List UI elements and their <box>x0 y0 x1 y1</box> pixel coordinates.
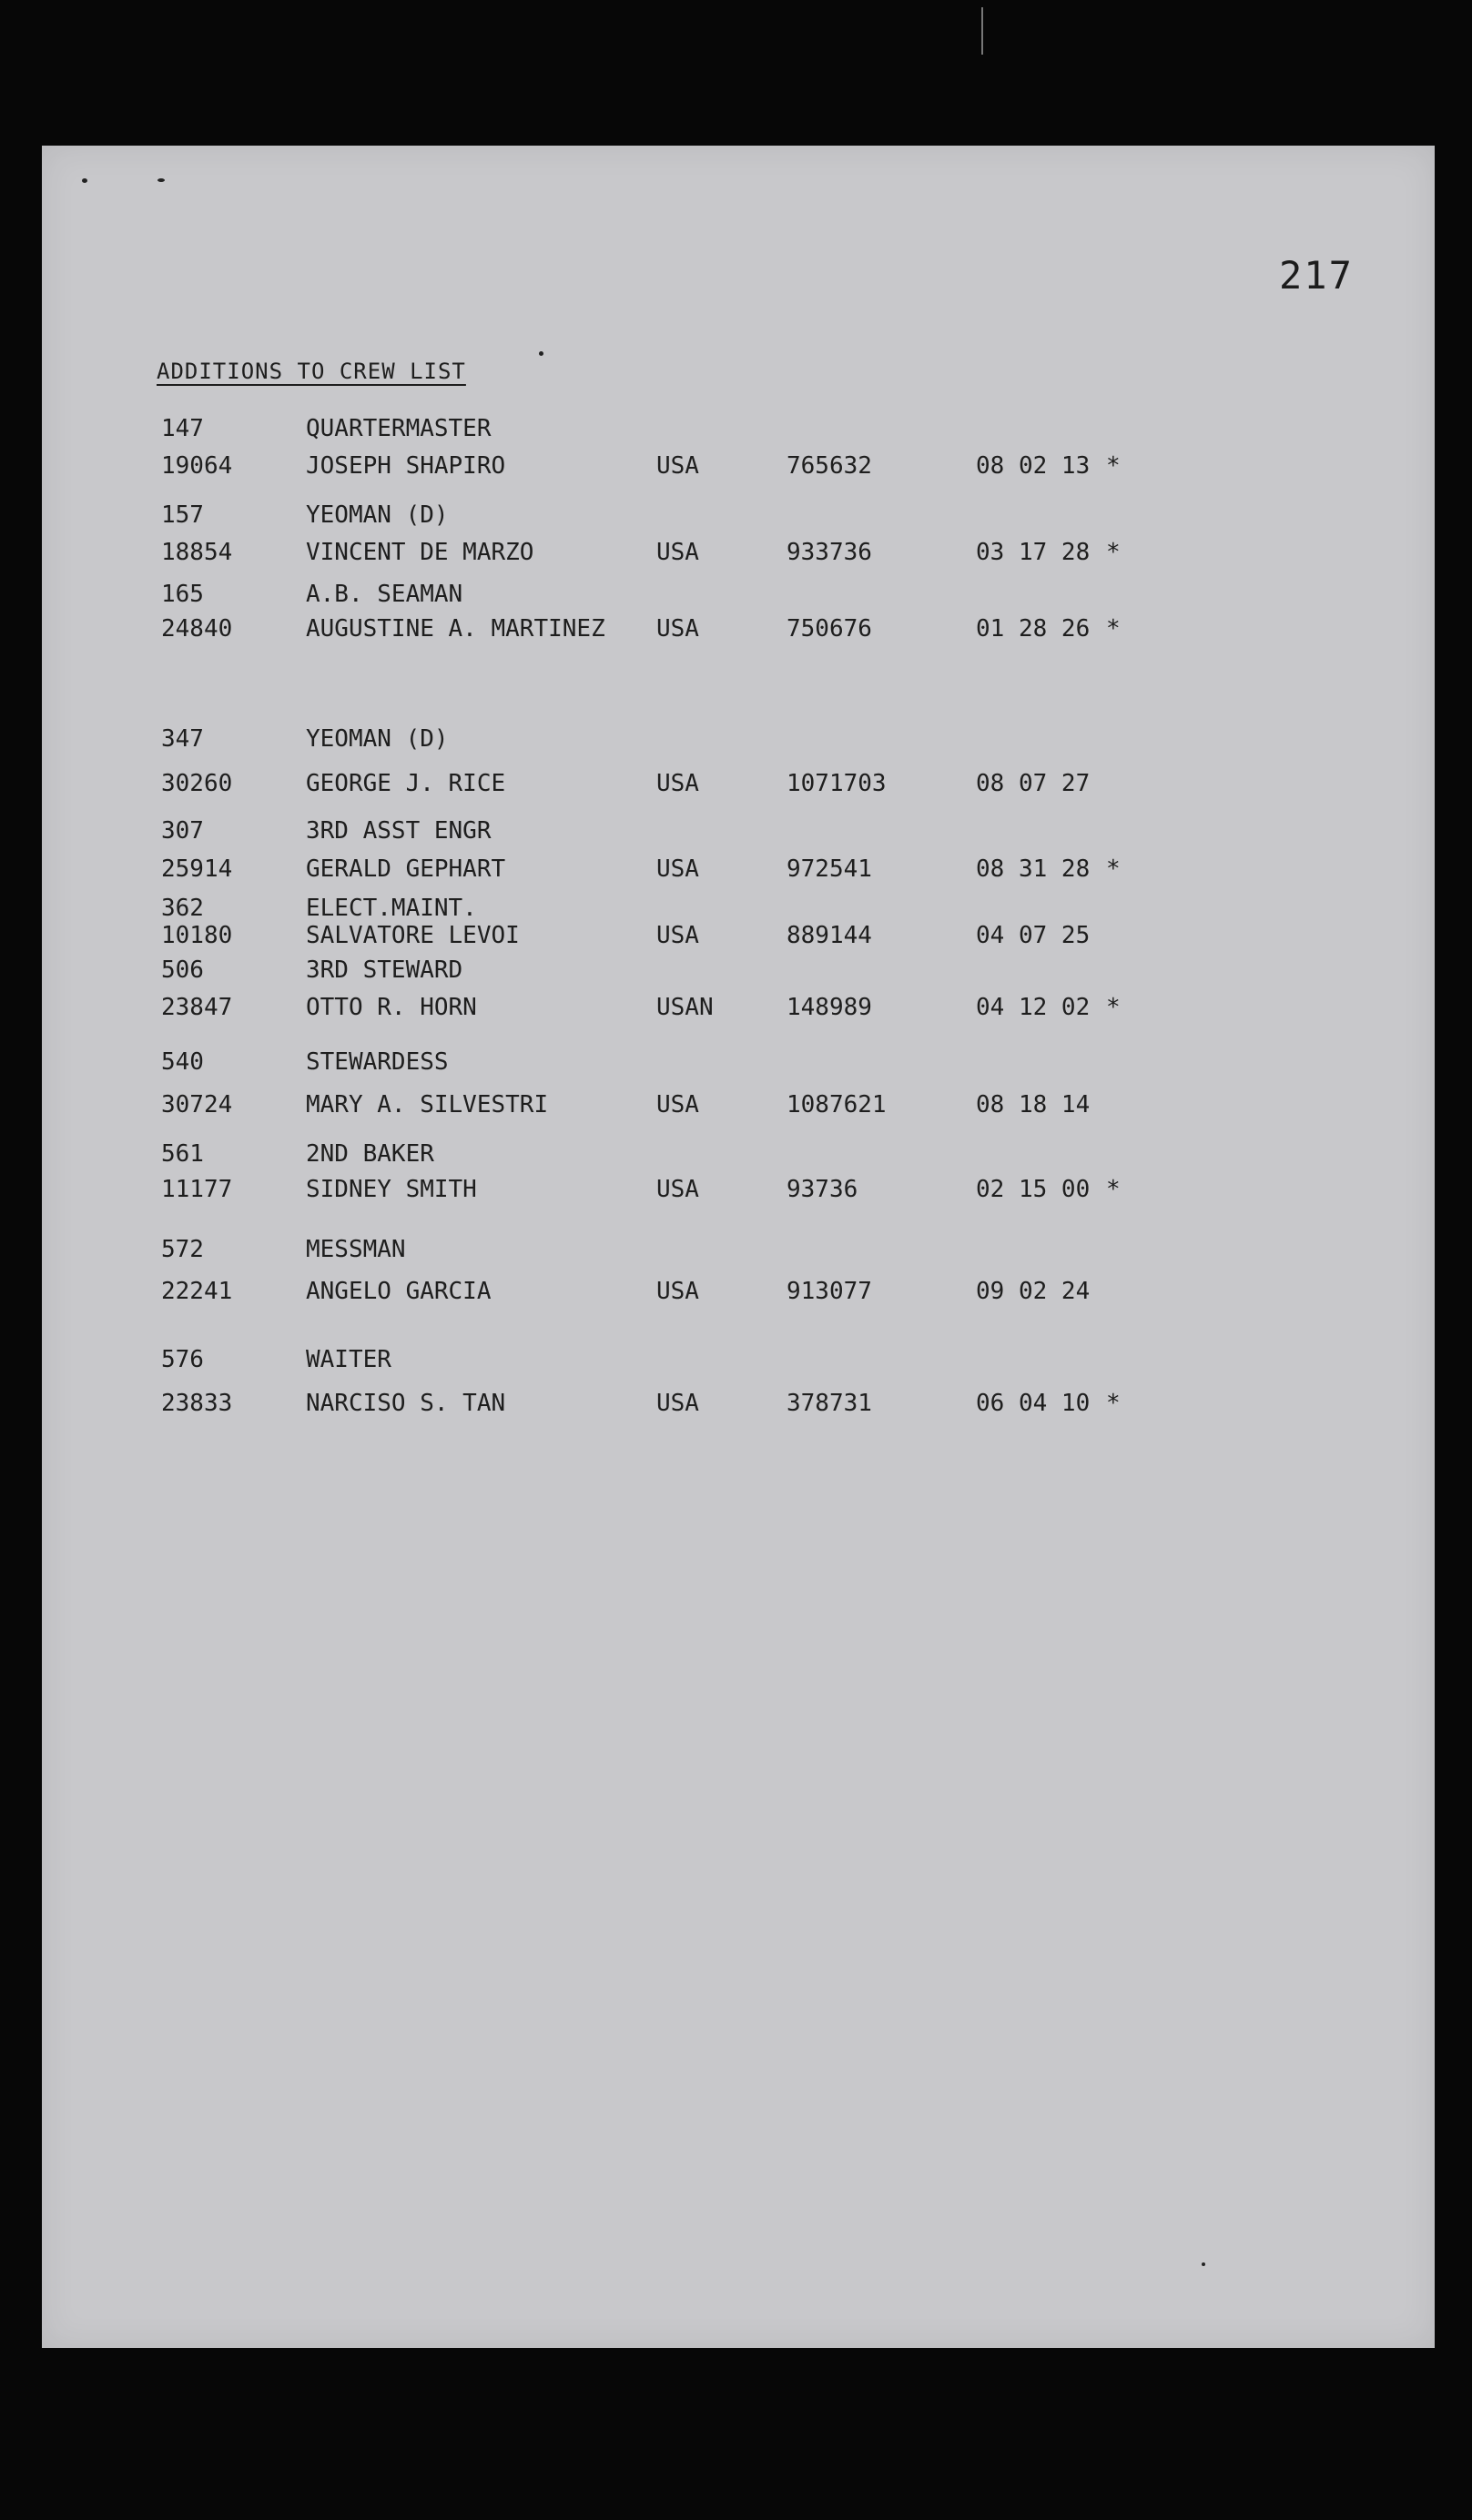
entry-name-line <box>0 1091 1472 1120</box>
nationality: USA <box>656 770 699 797</box>
rating-title: 2ND BAKER <box>306 1140 434 1168</box>
crew-id-number: 23847 <box>161 994 233 1021</box>
crew-name: GEORGE J. RICE <box>306 770 506 797</box>
rating-title: YEOMAN (D) <box>306 725 449 753</box>
crew-name: ANGELO GARCIA <box>306 1278 492 1305</box>
crew-id-number: 10180 <box>161 922 233 949</box>
position-number: 572 <box>161 1236 204 1263</box>
certificate-number: 889144 <box>787 922 872 949</box>
asterisk-mark: * <box>1106 994 1121 1021</box>
birth-date: 01 28 26 <box>976 615 1091 643</box>
crew-name: OTTO R. HORN <box>306 994 477 1021</box>
nationality: USAN <box>656 994 714 1021</box>
crew-id-number: 11177 <box>161 1176 233 1203</box>
crew-name: NARCISO S. TAN <box>306 1390 506 1417</box>
entry-title-line <box>0 725 1472 754</box>
entry-title-line <box>0 1236 1472 1265</box>
asterisk-mark: * <box>1106 539 1121 566</box>
crew-name: VINCENT DE MARZO <box>306 539 534 566</box>
entry-title-line <box>0 1140 1472 1169</box>
crew-name: SIDNEY SMITH <box>306 1176 477 1203</box>
position-number: 307 <box>161 817 204 845</box>
birth-date: 08 31 28 <box>976 855 1091 883</box>
nationality: USA <box>656 1091 699 1118</box>
nationality: USA <box>656 452 699 480</box>
crew-id-number: 18854 <box>161 539 233 566</box>
birth-date: 08 18 14 <box>976 1091 1091 1118</box>
birth-date: 02 15 00 <box>976 1176 1091 1203</box>
nationality: USA <box>656 539 699 566</box>
certificate-number: 93736 <box>787 1176 858 1203</box>
birth-date: 08 07 27 <box>976 770 1091 797</box>
crew-id-number: 30724 <box>161 1091 233 1118</box>
entry-title-line <box>0 415 1472 444</box>
position-number: 147 <box>161 415 204 442</box>
entry-name-line <box>0 615 1472 644</box>
rating-title: ELECT.MAINT. <box>306 895 477 922</box>
entry-name-line <box>0 1176 1472 1205</box>
page-number: 217 <box>1279 253 1354 298</box>
position-number: 362 <box>161 895 204 922</box>
entry-name-line <box>0 855 1472 885</box>
asterisk-mark: * <box>1106 452 1121 480</box>
entry-name-line <box>0 1390 1472 1419</box>
rating-title: A.B. SEAMAN <box>306 581 463 608</box>
rating-title: 3RD ASST ENGR <box>306 817 492 845</box>
crew-name: JOSEPH SHAPIRO <box>306 452 506 480</box>
entry-title-line <box>0 1346 1472 1375</box>
entry-name-line <box>0 922 1472 951</box>
certificate-number: 378731 <box>787 1390 872 1417</box>
birth-date: 04 07 25 <box>976 922 1091 949</box>
birth-date: 04 12 02 <box>976 994 1091 1021</box>
crew-name: MARY A. SILVESTRI <box>306 1091 549 1118</box>
certificate-number: 972541 <box>787 855 872 883</box>
position-number: 561 <box>161 1140 204 1168</box>
birth-date: 09 02 24 <box>976 1278 1091 1305</box>
rating-title: 3RD STEWARD <box>306 956 463 984</box>
faded-bleed-through <box>164 2166 1165 2239</box>
certificate-number: 765632 <box>787 452 872 480</box>
nationality: USA <box>656 1390 699 1417</box>
position-number: 165 <box>161 581 204 608</box>
entry-title-line <box>0 581 1472 610</box>
nationality: USA <box>656 922 699 949</box>
crew-name: GERALD GEPHART <box>306 855 506 883</box>
entry-title-line <box>0 895 1472 924</box>
nationality: USA <box>656 1278 699 1305</box>
page-title: ADDITIONS TO CREW LIST <box>157 359 466 384</box>
crew-id-number: 30260 <box>161 770 233 797</box>
entry-name-line <box>0 1278 1472 1307</box>
crew-id-number: 24840 <box>161 615 233 643</box>
birth-date: 08 02 13 <box>976 452 1091 480</box>
entry-name-line <box>0 770 1472 799</box>
crew-name: SALVATORE LEVOI <box>306 922 520 949</box>
nationality: USA <box>656 615 699 643</box>
position-number: 347 <box>161 725 204 753</box>
asterisk-mark: * <box>1106 1390 1121 1417</box>
crew-id-number: 22241 <box>161 1278 233 1305</box>
crew-id-number: 19064 <box>161 452 233 480</box>
crew-id-number: 25914 <box>161 855 233 883</box>
position-number: 576 <box>161 1346 204 1373</box>
rating-title: YEOMAN (D) <box>306 501 449 529</box>
entry-title-line <box>0 956 1472 986</box>
certificate-number: 933736 <box>787 539 872 566</box>
nationality: USA <box>656 855 699 883</box>
birth-date: 03 17 28 <box>976 539 1091 566</box>
position-number: 540 <box>161 1048 204 1076</box>
rating-title: MESSMAN <box>306 1236 406 1263</box>
entry-title-line <box>0 1048 1472 1078</box>
certificate-number: 1087621 <box>787 1091 887 1118</box>
birth-date: 06 04 10 <box>976 1390 1091 1417</box>
nationality: USA <box>656 1176 699 1203</box>
asterisk-mark: * <box>1106 615 1121 643</box>
asterisk-mark: * <box>1106 855 1121 883</box>
position-number: 157 <box>161 501 204 529</box>
asterisk-mark: * <box>1106 1176 1121 1203</box>
rating-title: WAITER <box>306 1346 391 1373</box>
certificate-number: 1071703 <box>787 770 887 797</box>
position-number: 506 <box>161 956 204 984</box>
crew-id-number: 23833 <box>161 1390 233 1417</box>
entry-name-line <box>0 994 1472 1023</box>
certificate-number: 750676 <box>787 615 872 643</box>
rating-title: STEWARDESS <box>306 1048 449 1076</box>
certificate-number: 913077 <box>787 1278 872 1305</box>
entry-title-line <box>0 817 1472 846</box>
rating-title: QUARTERMASTER <box>306 415 492 442</box>
entry-name-line <box>0 539 1472 568</box>
entry-name-line <box>0 452 1472 481</box>
crew-name: AUGUSTINE A. MARTINEZ <box>306 615 605 643</box>
entry-title-line <box>0 501 1472 531</box>
certificate-number: 148989 <box>787 994 872 1021</box>
